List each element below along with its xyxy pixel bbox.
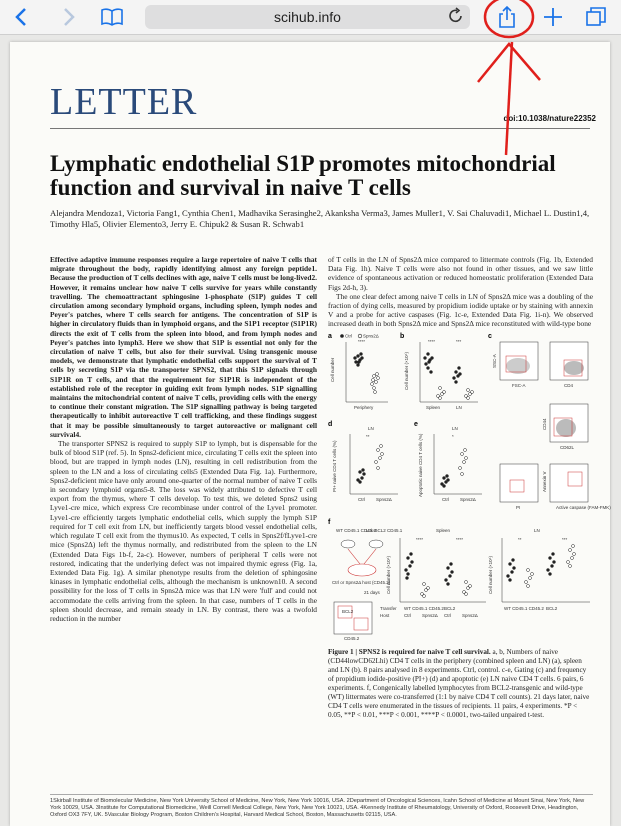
caption-heading: Figure 1 | SPNS2 is required for naive T cell survival. — [328, 648, 491, 656]
data-point — [567, 561, 570, 564]
data-point — [461, 473, 464, 476]
data-point — [455, 371, 458, 374]
data-point — [427, 353, 430, 356]
chevron-left-icon[interactable] — [14, 5, 28, 29]
body-paragraph: The one clear defect among naive T cells in LN of Spns2Δ mice was a doubling of the fraction of dying cells, measured by propidium iodide uptake or by staining with annexin V and a probe for active caspases (Fig. 1c-e, Extended Data Fig. 1i-n). We observed increased death in both Spns2Δ mice and Spns2Δ mice reconstituted with wild-type bone — [328, 291, 593, 329]
flow-cd44-label: CD44 — [542, 418, 547, 430]
data-point — [430, 371, 433, 374]
data-point — [425, 363, 428, 366]
legend-spns: Spns2Δ — [363, 333, 379, 339]
data-point — [360, 353, 363, 356]
data-point — [465, 593, 468, 596]
data-point — [553, 561, 556, 564]
section-heading: LETTER — [50, 81, 198, 123]
data-point — [549, 573, 552, 576]
data-point — [371, 383, 374, 386]
data-point — [361, 477, 364, 480]
flow-plot-4 — [500, 464, 538, 502]
body-paragraph: The transporter SPNS2 is required to supply S1P to lymph, but is dispensable for the bulk of blood S1P (ref. 5). In Spns2-deficient mice, circulating T cells exit the spleen into blood, but are trapped in lymph nodes (LN), resulting in cell redistribution from the spleen to the LN and a loss of circulating cells5 (Extended Data Fig. 1a). Furthermore, Spns2-deficient mice have only around one-quarter of the normal number of naive T cells in secondary lymphoid organs5-8. The loss was widely attributed to defective T cell export from the thymus, where T cells develop. To test this, we deleted Spns2 using Lyve1-cre mice, which express Cre recombinase under control of the Lyve1 promoter. Lyve1-cre efficiently targets lymphatic endothelial cells, which supply the lymph S1P required for T cell exit from LN, but inefficiently targets blood vessel endothelial cells, which regulate T cell exit from the thymus10. As expected, T cells in Spns2f/fLyve1-cre mice (Spns2Δ) left the thymus normally, and redistributed from the spleen to the LN (Extended Data Figs 1b-f, 2a-c). However, numbers of peripheral T cells were not restored, indicating that the underlying defect was not impaired thymic egress (Fig. 1a, Extended Data Fig. 1g). A similar phenotype results from the deletion of sphingosine kinases in lymphatic endothelial cells, although the mechanism is unknown10. A second possibility for the loss of T cells in Spns2Δ mice was that LN were 'full' and could not accommodate the cells arriving from the spleen. In that case, numbers of T cells in the spleen should decrease, and remain steady in LN. By contrast, there was a twofold reduction in the number — [50, 439, 317, 623]
data-point — [513, 567, 516, 570]
f-host-row-label: Host — [380, 613, 390, 618]
paper-title: Lymphatic endothelial S1P promotes mitochondrial function and survival in naive T cells — [50, 151, 556, 200]
data-point — [455, 381, 458, 384]
f-x-ctrl2: Ctrl — [444, 613, 451, 618]
data-point — [461, 453, 464, 456]
panel-b-x1: Spleen — [426, 405, 441, 410]
data-point — [377, 449, 380, 452]
data-point — [569, 565, 572, 568]
flow-pi-label: PI — [516, 505, 521, 510]
data-point — [405, 569, 408, 572]
data-point — [407, 557, 410, 560]
f-transfer-arrow — [348, 549, 376, 564]
panel-f-ylabel: Cell number (×10⁶) — [386, 556, 391, 594]
body-paragraph: of T cells in the LN of Spns2Δ mice compared to littermate controls (Fig. 1b, Extended Data Fig. 1h). Naive T cells were also not found in other tissues, and we saw little evidence of spontaneous activation or reduced homeostatic proliferation (Extended Data Figs 2d-h, 3). — [328, 255, 593, 292]
url-text: scihub.info — [274, 9, 341, 25]
browser-toolbar — [0, 0, 621, 35]
panel-e-xspns: Spns2Δ — [460, 497, 476, 502]
f-lck-label: Lck-BCL2 CD45.1 — [366, 528, 403, 533]
f-wt-label: WT CD45.1 CD45.2 — [336, 528, 376, 533]
legend-ctrl-marker — [340, 334, 344, 338]
figure-1 — [328, 332, 611, 642]
f-x-ctrl: Ctrl — [404, 613, 411, 618]
data-point — [410, 553, 413, 556]
data-point — [375, 381, 378, 384]
data-point — [381, 453, 384, 456]
panel-e-xctrl: Ctrl — [442, 497, 449, 502]
left-column — [50, 255, 317, 623]
affiliations-footnote: 1Skirball Institute of Biomolecular Medicine, New York University School of Medicine, New York, New York 10016, USA. 2Department of Oncological Sciences, Icahn School of Medicine at Mount Sinai, New York, New York 10029, USA. 3Institute for Computational Biomedicine, Weill Cornell Medical College, New York, New York 10021, USA. 4Kennedy Institute of Rheumatology, University of Oxford, Roosevelt Drive, Headington, Oxford OX3 7FY, UK. 5Vascular Biology Program, Boston Children's Hospital, Harvard Medical School, Boston, Massachusetts 02115, USA. — [50, 798, 585, 818]
header-rule — [50, 128, 590, 129]
data-point — [464, 449, 467, 452]
data-point — [450, 563, 453, 566]
panel-a-points — [354, 353, 380, 394]
data-point — [372, 379, 375, 382]
data-point — [359, 481, 362, 484]
data-point — [509, 579, 512, 582]
f-wt-cells — [341, 540, 355, 548]
f-days-label: 21 days — [364, 590, 380, 595]
panel-d-label: d — [328, 421, 333, 428]
data-point — [453, 377, 456, 380]
flow-cd4-label: CD4 — [564, 383, 574, 388]
panel-d-title: LN — [368, 426, 374, 431]
reload-icon[interactable] — [448, 7, 464, 30]
panel-a-ylabel: Cell number — [330, 357, 335, 382]
data-point — [447, 583, 450, 586]
data-point — [358, 361, 361, 364]
flow-ssc-label: SSC-A — [492, 354, 497, 368]
legend-spns-marker — [358, 334, 362, 338]
data-point — [445, 579, 448, 582]
sig-b2: *** — [456, 339, 462, 344]
data-point — [471, 391, 474, 394]
data-point — [362, 469, 365, 472]
panel-b-ylabel: Cell number (×10⁶) — [404, 352, 409, 390]
data-point — [377, 377, 380, 380]
panel-d-points — [357, 445, 384, 484]
f-cd452-label: CD45.2 — [344, 636, 360, 641]
data-point — [447, 567, 450, 570]
data-point — [431, 357, 434, 360]
data-point — [446, 475, 449, 478]
f-x-bcl2-ln: BCL2 — [546, 606, 558, 611]
flow-plot-5 — [550, 464, 588, 502]
data-point — [552, 553, 555, 556]
panel-e-ylabel: Apoptotic naive CD4 T cells (%) — [418, 433, 423, 497]
data-point — [374, 391, 377, 394]
data-point — [465, 581, 468, 584]
data-point — [447, 479, 450, 482]
data-point — [359, 471, 362, 474]
flow-fsc-label: FSC-A — [512, 383, 526, 388]
data-point — [355, 361, 358, 364]
address-bar[interactable] — [145, 5, 470, 29]
share-icon[interactable] — [497, 5, 517, 29]
data-point — [527, 585, 530, 588]
data-point — [373, 375, 376, 378]
data-point — [376, 373, 379, 376]
f-bcl2-gate-label: BCL2 — [342, 609, 354, 614]
data-point — [409, 565, 412, 568]
data-point — [549, 557, 552, 560]
data-point — [354, 357, 357, 360]
f-host-label: Ctrl or Spns2Δ host (CD45.2) — [332, 580, 391, 585]
data-point — [357, 355, 360, 358]
f-bcl2-cells — [369, 540, 383, 548]
flow-plot-2 — [550, 342, 588, 380]
data-point — [361, 357, 364, 360]
data-point — [449, 575, 452, 578]
data-point — [443, 391, 446, 394]
f-x-bcl2: BCL2 — [444, 606, 456, 611]
panel-d-ylabel: PI+ naive CD4 T cells (%) — [332, 440, 337, 492]
data-point — [363, 473, 366, 476]
data-point — [463, 461, 466, 464]
paper-page — [10, 42, 610, 826]
data-point — [439, 387, 442, 390]
figure-caption — [328, 648, 593, 720]
data-point — [443, 477, 446, 480]
data-point — [411, 561, 414, 564]
sig-f4: *** — [562, 537, 568, 542]
data-point — [424, 357, 427, 360]
panel-a-label: a — [328, 333, 332, 340]
sig-f1: **** — [416, 537, 424, 542]
data-point — [439, 397, 442, 400]
flow-population — [564, 361, 584, 375]
data-point — [509, 563, 512, 566]
panel-d-xctrl: Ctrl — [358, 497, 365, 502]
data-point — [467, 397, 470, 400]
panel-b-x2: LN — [456, 405, 462, 410]
data-point — [458, 367, 461, 370]
data-point — [427, 587, 430, 590]
caption-text: a, b, Numbers of naive (CD44lowCD62Lhi) CD4 T cells in the periphery (combined spleen and LN) (a), spleen and LN (b). 8 pairs analysed in 8 experiments. Ctrl, control. c-e, Gating (c) and frequency of propidium iodide-positive (PI+) (d) and apoptotic (e) LN naive CD4 T cells. 6 pairs, 6 experiments. f, Congenically labelled lymphocytes from BCL2-transgenic and wild-type (WT) littermates were co-transferred (1:1 by naive CD4 T cell counts). 21 days later, naive CD4 T cells were enumerated in the tissues of recipients. 11 pairs, 4 experiments. *P < 0.05, **P < 0.01, ***P < 0.001, ****P < 0.0001, two-tailed unpaired t-test. — [328, 648, 590, 719]
data-point — [407, 573, 410, 576]
data-point — [573, 553, 576, 556]
f-x-spns: Spns2Δ — [422, 613, 438, 618]
sig-a: **** — [358, 339, 366, 344]
sig-f2: **** — [456, 537, 464, 542]
data-point — [443, 485, 446, 488]
sig-f3: ** — [518, 537, 522, 542]
f-host-mouse — [348, 564, 376, 576]
flow-caspase-label: Active caspase (FAM-FMK) — [556, 505, 611, 510]
data-point — [525, 581, 528, 584]
data-point — [428, 361, 431, 364]
data-point — [423, 595, 426, 598]
data-point — [507, 575, 510, 578]
data-point — [547, 569, 550, 572]
data-point — [357, 364, 360, 367]
data-point — [459, 467, 462, 470]
panel-b-label: b — [400, 333, 405, 340]
flow-cd62l-label: CD62L — [560, 445, 575, 450]
chevron-right-icon[interactable] — [62, 5, 76, 29]
data-point — [572, 545, 575, 548]
footnote-rule — [50, 794, 593, 795]
panel-b-points — [424, 353, 474, 400]
data-point — [406, 577, 409, 580]
data-point — [451, 571, 454, 574]
f-ln-title: LN — [534, 528, 540, 533]
data-point — [375, 461, 378, 464]
panel-e-title: LN — [452, 426, 458, 431]
data-point — [459, 373, 462, 376]
data-point — [427, 367, 430, 370]
flow-annexin-label: Annexin V — [542, 471, 547, 492]
sig-b1: **** — [428, 339, 436, 344]
data-point — [380, 445, 383, 448]
f-transfer-label: Transfer — [380, 606, 397, 611]
panel-f-ylabel-ln: Cell number (×10⁶) — [488, 556, 493, 594]
tabs-icon[interactable] — [585, 5, 607, 29]
plus-icon[interactable] — [542, 5, 564, 29]
data-point — [527, 569, 530, 572]
doi[interactable]: doi:10.1038/nature22352 — [503, 114, 596, 123]
data-point — [512, 559, 515, 562]
data-point — [423, 583, 426, 586]
right-column — [328, 255, 593, 329]
data-point — [379, 457, 382, 460]
data-point — [551, 565, 554, 568]
data-point — [569, 549, 572, 552]
data-point — [531, 573, 534, 576]
data-point — [377, 467, 380, 470]
panel-d-xspns: Spns2Δ — [376, 497, 392, 502]
panel-a-xlabel: Periphery — [354, 405, 374, 410]
panel-c-label: c — [488, 333, 492, 340]
f-x-wt: WT CD45.1 CD45.2 — [404, 606, 444, 611]
f-x-spns2: Spns2Δ — [462, 613, 478, 618]
abstract: Effective adaptive immune responses require a large repertoire of naive T cells that migrate throughout the body, rapidly identifying almost any foreign peptide1. Because the production of T cells declines with age, naive T cells must be long-lived2. However, it remains unclear how naive T cells survive for years while constantly travelling. The chemoattractant sphingosine 1-phosphate (S1P) guides T cell circulation among secondary lymphoid organs, including spleen, lymph nodes and Peyer's patches, where T cells search for antigens. The concentration of S1P is higher in circulatory fluids than in lymphoid organs, and the S1P1 receptor (S1P1R) directs the exit of T cells from the spleen into blood, and from lymph nodes and Peyer's patches into lymph3. Here we show that S1P is essential not only for the circulation of naive T cells, but also for their survival. Using transgenic mouse models, we demonstrate that lymphatic endothelial cells support the survival of T cells by secreting S1P via the transporter SPNS2, that this S1P signals through S1P1R on T cells, and that the requirement for S1P1R is independent of the established role of the receptor in guiding exit from lymph nodes. S1P signalling maintains the mitochondrial content of naive T cells, providing cells with the energy to continue their constant migration. The S1P signalling pathway is being targeted therapeutically to inhibit autoreactive T cell trafficking, and these findings suggest that it may be possible simultaneously to target autoreactive or malignant cell survival4. — [50, 255, 317, 439]
data-point — [571, 557, 574, 560]
data-point — [469, 585, 472, 588]
f-spleen-title: Spleen — [436, 528, 451, 533]
flow-population — [556, 419, 576, 437]
f-x-wt-ln: WT CD45.1 CD45.2 — [504, 606, 544, 611]
data-point — [467, 389, 470, 392]
panel-e-label: e — [414, 421, 418, 428]
author-list: Alejandra Mendoza1, Victoria Fang1, Cynthia Chen1, Madhavika Serasinghe2, Akanksha Verma3, James Muller1, V. Sai Chaluvadi1, Michael L. Dustin1,4, Timothy Hla5, Olivier Elemento3, Jerry E. Chipuk2 & Susan R. Schwab1 — [50, 208, 590, 229]
flow-population — [506, 358, 530, 374]
sig-e: * — [452, 434, 454, 439]
data-point — [511, 571, 514, 574]
data-point — [529, 577, 532, 580]
panel-f-label: f — [328, 519, 331, 526]
data-point — [465, 457, 468, 460]
book-icon[interactable] — [100, 5, 124, 29]
sig-d: ** — [366, 434, 370, 439]
legend-ctrl: Ctrl — [345, 333, 352, 339]
data-point — [373, 387, 376, 390]
panel-e-points — [441, 449, 468, 488]
